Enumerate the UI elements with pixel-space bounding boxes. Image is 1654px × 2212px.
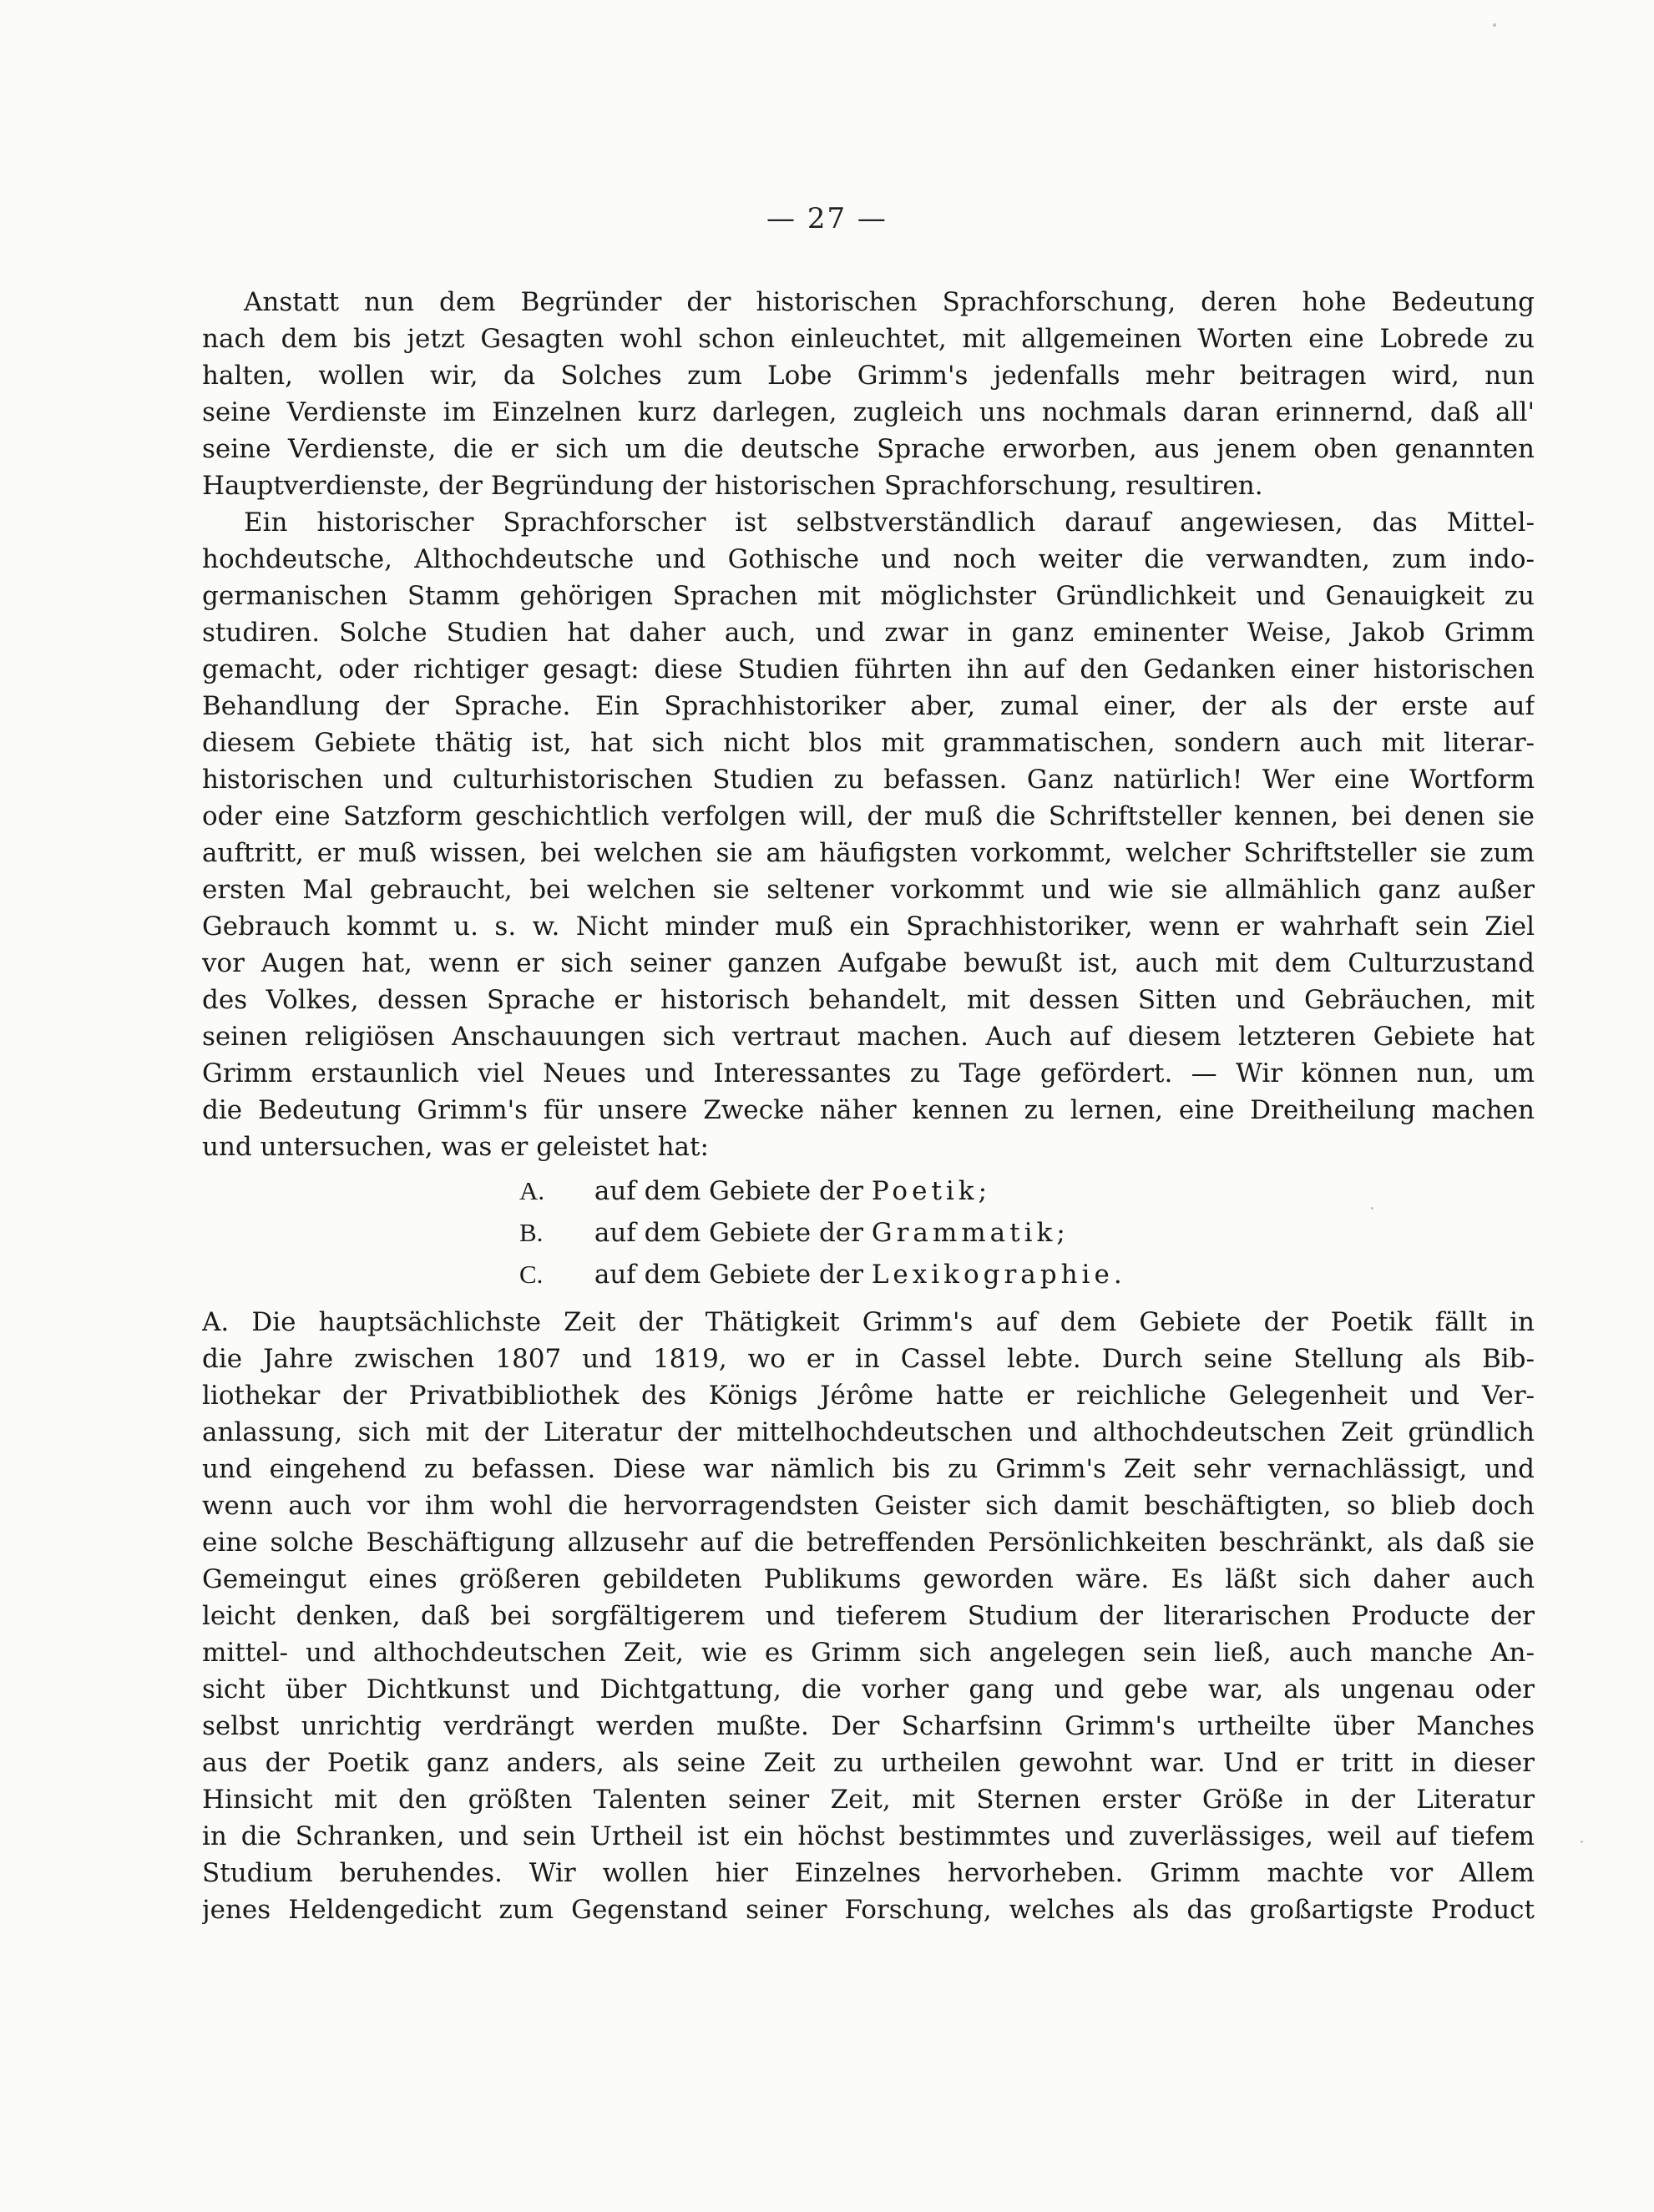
text-line: in die Schranken, und sein Urtheil ist ein höchst bestimmtes und zuverlässiges, weil auf tiefem [202,1821,1535,1851]
text-line: ersten Mal gebraucht, bei welchen sie seltener vorkommt und wie sie allmählich ganz außer [202,875,1535,905]
list-prefix: auf dem Gebiete der [594,1176,863,1206]
list-term: Grammatik; [871,1218,1070,1248]
text-line: Hinsicht mit den größten Talenten seiner Zeit, mit Sternen erster Größe in der Literatur [202,1785,1535,1815]
list-item [202,1212,1535,1254]
text-line: Hauptverdienste, der Begründung der historischen Sprachforschung, resultiren. [202,471,1263,501]
text-line: jenes Heldengedicht zum Gegenstand seiner Forschung, welches als das großartigste Product [202,1895,1535,1925]
text-line: nach dem bis jetzt Gesagten wohl schon einleuchtet, mit allgemeinen Worten eine Lobrede zu [202,324,1535,354]
text-line: die Jahre zwischen 1807 und 1819, wo er in Cassel lebte. Durch seine Stellung als Bib- [202,1344,1535,1374]
text-line: germanischen Stamm gehörigen Sprachen mit möglichster Gründlichkeit und Genauigkeit zu [202,581,1535,611]
text-line: eine solche Beschäftigung allzusehr auf die betreffenden Persönlichkeiten beschränkt, als daß sie [202,1528,1535,1558]
text-line: die Bedeutung Grimm's für unsere Zwecke näher kennen zu lernen, eine Dreitheilung machen [202,1095,1535,1125]
text-line: Anstatt nun dem Begründer der historischen Sprachforschung, deren hohe Bedeutung [244,287,1535,317]
scan-speck [1371,1207,1373,1210]
division-list [202,1170,1535,1295]
text-line: hochdeutsche, Althochdeutsche und Gothische und noch weiter die verwandten, zum indo- [202,544,1535,574]
text-line: historischen und culturhistorischen Studien zu befassen. Ganz natürlich! Wer eine Wortform [202,765,1535,795]
text-line: oder eine Satzform geschichtlich verfolgen will, der muß die Schriftsteller kennen, bei denen sie [202,801,1535,831]
body-text [202,284,1535,1928]
text-line: selbst unrichtig verdrängt werden mußte. Der Scharfsinn Grimm's urtheilte über Manches [202,1711,1535,1741]
paragraph [202,284,1535,504]
text-line: seine Verdienste, die er sich um die deutsche Sprache erworben, aus jenem oben genannten [202,434,1535,464]
text-line: diesem Gebiete thätig ist, hat sich nicht blos mit grammatischen, sondern auch mit literar- [202,728,1535,758]
text-line: Studium beruhendes. Wir wollen hier Einzelnes hervorheben. Grimm machte vor Allem [202,1858,1535,1888]
text-line: seine Verdienste im Einzelnen kurz darlegen, zugleich uns nochmals daran erinnernd, daß all' [202,397,1535,427]
text-line: Grimm erstaunlich viel Neues und Interessantes zu Tage gefördert. — Wir können nun, um [202,1058,1535,1088]
paragraph [202,504,1535,1165]
text-line: Gebrauch kommt u. s. w. Nicht minder muß ein Sprachhistoriker, wenn er wahrhaft sein Ziel [202,912,1535,942]
list-term: Poetik; [871,1176,992,1206]
text-line: sicht über Dichtkunst und Dichtgattung, die vorher gang und gebe war, als ungenau oder [202,1674,1535,1704]
list-label: B. [519,1218,544,1247]
text-line: aus der Poetik ganz anders, als seine Zeit zu urtheilen gewohnt war. Und er tritt in dieser [202,1748,1535,1778]
text-line: und untersuchen, was er geleistet hat: [202,1132,709,1162]
text-line: A. Die hauptsächlichste Zeit der Thätigkeit Grimm's auf dem Gebiete der Poetik fällt in [202,1307,1535,1337]
text-line: Ein historischer Sprachforscher ist selbstverständlich darauf angewiesen, das Mittel- [244,508,1535,538]
list-item [202,1254,1535,1295]
text-line: Behandlung der Sprache. Ein Sprachhistoriker aber, zumal einer, der als der erste auf [202,691,1535,721]
text-line: gemacht, oder richtiger gesagt: diese Studien führten ihn auf den Gedanken einer historischen [202,654,1535,684]
text-line: seinen religiösen Anschauungen sich vertraut machen. Auch auf diesem letzteren Gebiete hat [202,1022,1535,1052]
list-term: Lexikographie. [871,1260,1126,1290]
scan-speck [1493,23,1496,27]
list-prefix: auf dem Gebiete der [594,1260,863,1290]
text-line: und eingehend zu befassen. Diese war nämlich bis zu Grimm's Zeit sehr vernachlässigt, und [202,1454,1535,1484]
text-line: Gemeingut eines größeren gebildeten Publikums geworden wäre. Es läßt sich daher auch [202,1564,1535,1594]
list-item [202,1170,1535,1212]
text-line: liothekar der Privatbibliothek des Königs Jérôme hatte er reichliche Gelegenheit und Ver- [202,1381,1535,1411]
text-line: anlassung, sich mit der Literatur der mittelhochdeutschen und althochdeutschen Zeit gründlich [202,1417,1535,1447]
text-line: auftritt, er muß wissen, bei welchen sie am häufigsten vorkommt, welcher Schriftsteller sie zum [202,838,1535,868]
text-line: mittel- und althochdeutschen Zeit, wie es Grimm sich angelegen sein ließ, auch manche An- [202,1638,1535,1668]
text-line: leicht denken, daß bei sorgfältigerem und tieferem Studium der literarischen Producte der [202,1601,1535,1631]
list-label: C. [519,1260,544,1289]
text-line: des Volkes, dessen Sprache er historisch behandelt, mit dessen Sitten und Gebräuchen, mit [202,985,1535,1015]
section-a [202,1304,1535,1928]
scan-speck [1581,1841,1583,1843]
page-number: — 27 — [766,202,888,235]
text-line: vor Augen hat, wenn er sich seiner ganzen Aufgabe bewußt ist, auch mit dem Culturzustand [202,948,1535,978]
text-line: studiren. Solche Studien hat daher auch, und zwar in ganz eminenter Weise, Jakob Grimm [202,618,1535,648]
text-line: halten, wollen wir, da Solches zum Lobe Grimm's jedenfalls mehr beitragen wird, nun [202,361,1535,391]
list-label: A. [519,1176,545,1205]
text-line: wenn auch vor ihm wohl die hervorragendsten Geister sich damit beschäftigten, so blieb doch [202,1491,1535,1521]
list-prefix: auf dem Gebiete der [594,1218,863,1248]
